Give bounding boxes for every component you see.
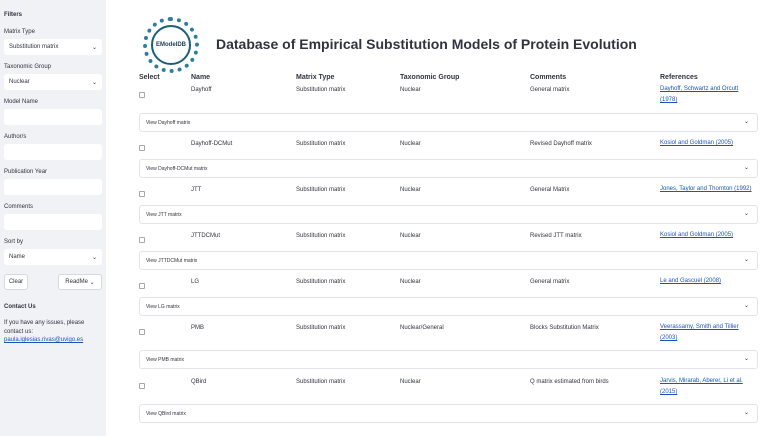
page-title: Database of Empirical Substitution Models of Protein Evolution <box>216 36 637 52</box>
reference-line-1: Kosiol and Goldman (2005) <box>660 232 734 238</box>
row-comments: Revised JTT matrix <box>530 233 582 239</box>
chevron-down-icon: ⌄ <box>743 119 749 125</box>
row-matrix-type: Substitution matrix <box>296 87 346 93</box>
row-name: JTT <box>191 187 202 193</box>
matrix-type-select[interactable] <box>4 39 102 55</box>
chevron-down-icon: ⌄ <box>743 257 749 263</box>
model-name-input[interactable] <box>4 109 102 125</box>
row-comments: Q matrix estimated from birds <box>530 379 609 385</box>
row-taxonomic-group: Nuclear <box>400 87 421 93</box>
readme-label: ReadMe <box>65 279 88 285</box>
expander-label: View JTTDCMut matrix <box>146 258 198 264</box>
matrix-type-value: Substitution matrix <box>9 44 59 50</box>
taxonomic-group-select[interactable] <box>4 74 102 90</box>
row-reference-link[interactable] <box>660 322 760 344</box>
reference-line-1: Le and Gascuel (2008) <box>660 278 722 284</box>
sort-by-value: Name <box>9 254 26 260</box>
row-comments: Blocks Substitution Matrix <box>530 325 599 331</box>
row-comments: General matrix <box>530 279 570 285</box>
contact-title: Contact Us <box>4 304 36 310</box>
matrix-expander[interactable] <box>139 251 758 270</box>
authors-input[interactable] <box>4 144 102 160</box>
row-checkbox[interactable] <box>139 145 145 151</box>
authors-label: Author/s <box>4 134 27 140</box>
sidebar-button-row <box>4 274 102 290</box>
expander-label: View Dayhoff matrix <box>146 120 191 126</box>
row-reference-link[interactable] <box>660 230 760 241</box>
comments-label: Comments <box>4 204 34 210</box>
logo-text: EModelDB <box>156 42 186 48</box>
row-name: PMB <box>191 325 205 331</box>
clear-button[interactable] <box>4 274 28 290</box>
row-checkbox[interactable] <box>139 191 145 197</box>
row-name: Dayhoff <box>191 87 212 93</box>
matrix-expander[interactable] <box>139 404 758 423</box>
column-header-references: References <box>660 74 698 81</box>
chevron-down-icon: ⌄ <box>91 44 97 51</box>
chevron-down-icon: ⌄ <box>743 410 749 416</box>
reference-line-2: (2003) <box>660 335 678 341</box>
contact-email-link[interactable]: paula.iglesias.rivas@uvigo.es <box>4 337 84 343</box>
row-taxonomic-group: Nuclear <box>400 279 421 285</box>
column-header-taxonomic-group: Taxonomic Group <box>400 74 460 81</box>
row-checkbox[interactable] <box>139 92 145 98</box>
row-matrix-type: Substitution matrix <box>296 325 346 331</box>
publication-year-input[interactable] <box>4 179 102 195</box>
column-header-name: Name <box>191 74 211 81</box>
chevron-down-icon: ⌄ <box>91 254 97 261</box>
row-checkbox[interactable] <box>139 283 145 289</box>
chevron-down-icon: ⌄ <box>743 356 749 362</box>
reference-line-2: (1978) <box>660 97 678 103</box>
readme-button[interactable] <box>58 274 102 290</box>
row-taxonomic-group: Nuclear <box>400 233 421 239</box>
reference-line-1: Veerassamy, Smith and Tillier <box>660 324 739 330</box>
row-comments: Revised Dayhoff matrix <box>530 141 592 147</box>
row-name: JTTDCMut <box>191 233 220 239</box>
chevron-down-icon: ⌄ <box>743 165 749 171</box>
column-header-matrix-type: Matrix Type <box>296 74 335 81</box>
reference-line-1: Kosiol and Goldman (2005) <box>660 140 734 146</box>
row-taxonomic-group: Nuclear/General <box>400 325 444 331</box>
row-matrix-type: Substitution matrix <box>296 379 346 385</box>
row-matrix-type: Substitution matrix <box>296 233 346 239</box>
column-header-comments: Comments <box>530 74 567 81</box>
row-matrix-type: Substitution matrix <box>296 187 346 193</box>
row-checkbox[interactable] <box>139 329 145 335</box>
taxonomic-group-label: Taxonomic Group <box>4 64 52 70</box>
taxonomic-group-value: Nuclear <box>9 79 30 85</box>
row-reference-link[interactable] <box>660 184 760 195</box>
row-reference-link[interactable] <box>660 376 760 398</box>
row-name: Dayhoff-DCMut <box>191 141 233 147</box>
row-taxonomic-group: Nuclear <box>400 379 421 385</box>
row-name: QBird <box>191 379 207 385</box>
sort-by-label: Sort by <box>4 239 24 245</box>
row-matrix-type: Substitution matrix <box>296 141 346 147</box>
sort-by-select[interactable] <box>4 249 102 265</box>
contact-text-1: If you have any issues, please <box>4 320 85 326</box>
reference-line-1: Jarvis, Mirarab, Aberer, Li et al. <box>660 378 743 384</box>
comments-input[interactable] <box>4 214 102 230</box>
reference-line-1: Dayhoff, Schwartz and Orcutt <box>660 86 739 92</box>
matrix-expander[interactable] <box>139 113 758 132</box>
row-reference-link[interactable] <box>660 276 760 287</box>
reference-line-2: (2015) <box>660 389 678 395</box>
row-checkbox[interactable] <box>139 237 145 243</box>
sidebar <box>0 0 106 436</box>
model-name-label: Model Name <box>4 99 39 105</box>
matrix-expander[interactable] <box>139 350 758 369</box>
row-taxonomic-group: Nuclear <box>400 187 421 193</box>
matrix-expander[interactable] <box>139 297 758 316</box>
row-matrix-type: Substitution matrix <box>296 279 346 285</box>
expander-label: View QBird matrix <box>146 411 186 417</box>
expander-label: View JTT matrix <box>146 212 182 218</box>
expander-label: View PMB matrix <box>146 357 184 363</box>
contact-text-2: contact us: <box>4 329 34 335</box>
chevron-down-icon: ⌄ <box>743 211 749 217</box>
chevron-down-icon: ⌄ <box>743 303 749 309</box>
row-name: LG <box>191 279 200 285</box>
reference-line-1: Jones, Taylor and Thornton (1992) <box>660 186 752 192</box>
row-reference-link[interactable] <box>660 84 760 106</box>
expander-label: View Dayhoff-DCMut matrix <box>146 166 208 172</box>
chevron-down-icon: ⌄ <box>91 79 97 86</box>
chevron-down-icon: ⌄ <box>89 279 95 286</box>
clear-label: Clear <box>8 279 24 285</box>
matrix-expander[interactable] <box>139 159 758 178</box>
filters-title: Filters <box>4 12 23 18</box>
column-header-select: Select <box>139 74 160 81</box>
emodeldb-logo <box>143 17 199 73</box>
matrix-type-label: Matrix Type <box>4 29 35 35</box>
expander-label: View LG matrix <box>146 304 180 310</box>
matrix-expander[interactable] <box>139 205 758 224</box>
logo-inner <box>151 25 191 65</box>
publication-year-label: Publication Year <box>4 169 48 175</box>
row-taxonomic-group: Nuclear <box>400 141 421 147</box>
row-comments: General Matrix <box>530 187 570 193</box>
row-reference-link[interactable] <box>660 138 760 149</box>
row-checkbox[interactable] <box>139 383 145 389</box>
row-comments: General matrix <box>530 87 570 93</box>
